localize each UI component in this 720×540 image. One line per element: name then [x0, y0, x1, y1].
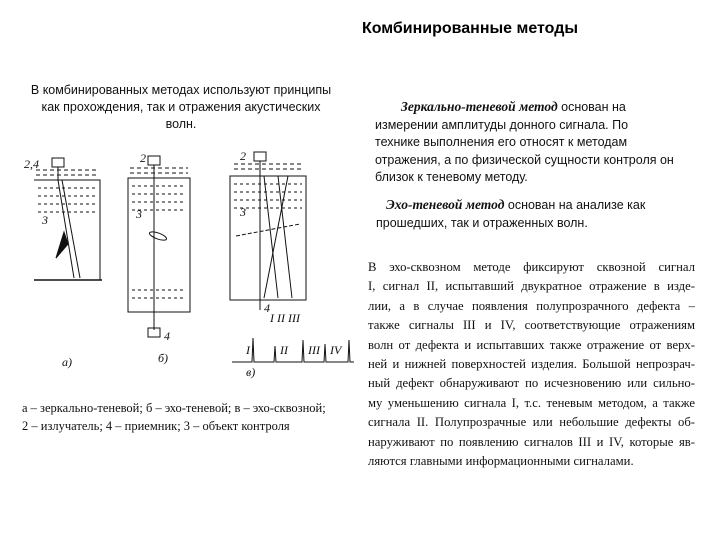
mirror-shadow-paragraph: [375, 98, 675, 187]
echo-through-line: лии, а в случае появления полупрозрачного дефекта –: [368, 298, 695, 313]
label-a-object: 3: [42, 213, 48, 227]
echo-shadow-text: основан на анализе как прошедших, так и отраженных волн.: [376, 198, 646, 230]
label-b-object: 3: [136, 207, 142, 221]
echo-through-line: В эхо-сквозном методе фиксируют сквозной сигнал: [368, 260, 695, 274]
panel-c-diagram: [230, 152, 354, 362]
water-hatch-b: [130, 168, 188, 173]
label-c-panel: в): [246, 365, 256, 379]
beam-c-3: [278, 176, 292, 298]
panel-b-diagram: [128, 156, 190, 337]
page-title: Комбинированные методы: [361, 20, 579, 37]
label-c-bottom: 4: [264, 301, 270, 315]
echo-through-line: сигнала II. Полупрозрачные или небольшие дефекты об-: [368, 415, 695, 430]
water-hatch-a: [36, 170, 98, 175]
label-c-signals-top: I II III: [270, 311, 300, 325]
label-signal-I: I: [246, 343, 250, 357]
water-hatch-c: [234, 164, 302, 169]
echo-through-line: ней и нижней поверхностей изделия. Большой непрозрач-: [368, 357, 695, 372]
label-signal-III: III: [308, 343, 320, 357]
echo-through-line: волн от дефекта и испытавших также отражение от верх-: [368, 337, 695, 352]
label-a-panel: а): [62, 355, 72, 369]
echo-through-line: наруживают по появлению сигналов III и IV, которые яв-: [368, 434, 695, 449]
label-signal-II: II: [280, 343, 288, 357]
label-signal-IV: IV: [330, 343, 342, 357]
defect-a: [56, 232, 68, 258]
methods-diagram: [18, 140, 363, 390]
beam-a-1: [58, 180, 74, 278]
echo-through-line: I, сигнал II, испытавший двукратное отражение в изде-: [368, 279, 695, 294]
echo-through-line: также сигналы III и IV, соответствующие отражениям: [368, 318, 695, 333]
transducer-a: [52, 158, 64, 167]
object-hatch-b: [132, 186, 186, 298]
caption-line-1: а – зеркально-теневой; б – эхо-теневой; в – эхо-сквозной;: [22, 401, 326, 415]
echo-through-line: ный дефект обнаруживают по исчезновению или сильно-: [368, 376, 695, 391]
transducer-c-top: [254, 152, 266, 161]
echo-through-line: ляются главными информационными сигналами.: [368, 454, 634, 469]
echo-through-paragraph: [368, 258, 695, 471]
echo-through-line: му уменьшению сигнала I, т.с. теневым методом, а также: [368, 395, 695, 410]
label-c-object: 3: [240, 205, 246, 219]
echo-shadow-paragraph: [376, 196, 676, 232]
label-b-top: 2: [140, 151, 146, 165]
object-b: [128, 178, 190, 312]
label-c-top: 2: [240, 149, 246, 163]
caption-line-2: 2 – излучатель; 4 – приемник; 3 – объект контроля: [22, 418, 290, 433]
intro-paragraph: В комбинированных методах используют принципы как прохождения, так и отражения акустических волн.: [30, 83, 332, 131]
label-b-bottom: 4: [164, 329, 170, 343]
echo-shadow-lead: Эхо-теневой метод: [386, 197, 505, 212]
label-b-panel: б): [158, 351, 169, 365]
mirror-shadow-lead: Зеркально-теневой метод: [401, 99, 558, 114]
defect-c: [236, 224, 300, 236]
label-a-transducer: 2,4: [24, 157, 39, 171]
mirror-shadow-text: основан на измерении амплитуды донного сигнала. По технике выполнения его относят к методам отражения, а по физической сущности контроля он близок к теневому методу.: [375, 100, 674, 184]
figure-caption: [22, 400, 352, 435]
defect-b: [149, 230, 168, 242]
object-c: [230, 176, 306, 300]
beam-a-2: [62, 180, 80, 278]
object-a: [34, 180, 100, 280]
transducer-b-top: [148, 156, 160, 165]
